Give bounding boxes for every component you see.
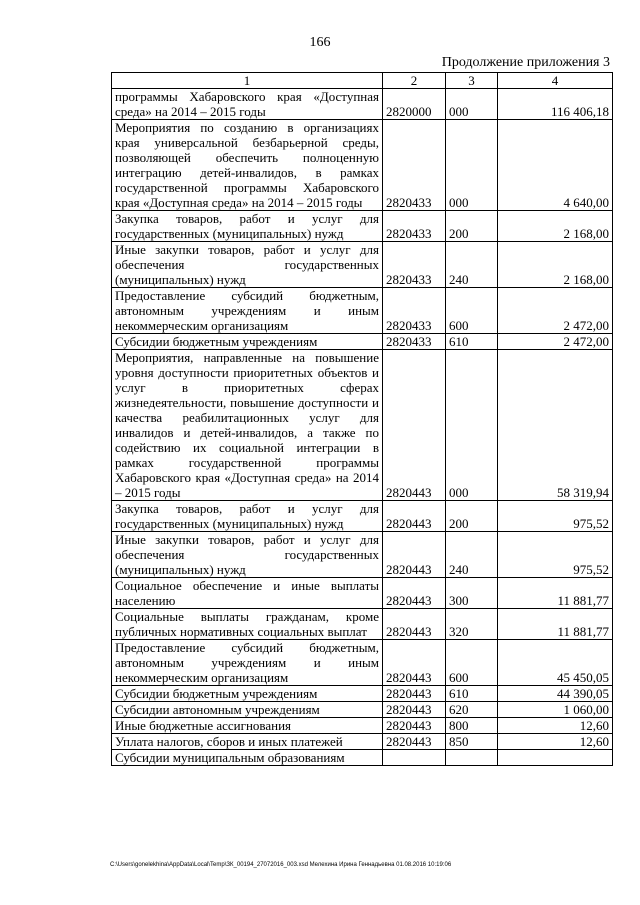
row-amount: 58 319,94 — [498, 350, 613, 501]
table-row — [112, 211, 613, 242]
row-name: Субсидии муниципальным образованиям — [112, 750, 383, 766]
header-type: 3 — [446, 73, 498, 89]
table-row — [112, 750, 613, 766]
row-type — [446, 750, 498, 766]
table-row — [112, 288, 613, 334]
row-code: 2820443 — [383, 702, 446, 718]
row-code: 2820443 — [383, 501, 446, 532]
row-amount: 975,52 — [498, 532, 613, 578]
table-row — [112, 350, 613, 501]
row-type: 320 — [446, 609, 498, 640]
table-row — [112, 334, 613, 350]
row-name: Предоставление субсидий бюджетным, автономным учреждениям и иным некоммерческим организациям — [112, 640, 383, 686]
row-code: 2820443 — [383, 532, 446, 578]
row-amount: 116 406,18 — [498, 89, 613, 120]
table-row — [112, 578, 613, 609]
row-name: Субсидии бюджетным учреждениям — [112, 686, 383, 702]
row-code: 2820000 — [383, 89, 446, 120]
page-number: 166 — [309, 35, 331, 50]
table-header-row — [112, 73, 613, 89]
row-type: 850 — [446, 734, 498, 750]
row-code: 2820443 — [383, 686, 446, 702]
row-name: Субсидии автономным учреждениям — [112, 702, 383, 718]
row-code: 2820443 — [383, 578, 446, 609]
row-name: Предоставление субсидий бюджетным, автономным учреждениям и иным некоммерческим организациям — [112, 288, 383, 334]
row-amount: 2 168,00 — [498, 211, 613, 242]
row-amount: 2 472,00 — [498, 288, 613, 334]
header-amount: 4 — [498, 73, 613, 89]
header-name: 1 — [112, 73, 383, 89]
row-amount: 45 450,05 — [498, 640, 613, 686]
row-code: 2820433 — [383, 334, 446, 350]
table-row — [112, 532, 613, 578]
row-name: Иные закупки товаров, работ и услуг для обеспечения государственных (муниципальных) нужд — [112, 242, 383, 288]
row-amount — [498, 750, 613, 766]
row-type: 000 — [446, 89, 498, 120]
table-row — [112, 686, 613, 702]
row-type: 240 — [446, 532, 498, 578]
row-type: 620 — [446, 702, 498, 718]
row-name: Социальные выплаты гражданам, кроме публичных нормативных социальных выплат — [112, 609, 383, 640]
row-code: 2820443 — [383, 640, 446, 686]
row-code — [383, 750, 446, 766]
row-type: 200 — [446, 211, 498, 242]
row-amount: 11 881,77 — [498, 609, 613, 640]
table-row — [112, 640, 613, 686]
row-type: 300 — [446, 578, 498, 609]
table-row — [112, 120, 613, 211]
table-row — [112, 718, 613, 734]
row-type: 800 — [446, 718, 498, 734]
row-name: Иные бюджетные ассигнования — [112, 718, 383, 734]
row-type: 610 — [446, 686, 498, 702]
row-code: 2820433 — [383, 211, 446, 242]
continuation-note: Продолжение приложения 3 — [441, 55, 610, 70]
row-type: 000 — [446, 350, 498, 501]
file-path-footer: C:\Users\gonelekhina\AppData\Local\Temp\ЗК_00194_27072016_003.xsd Мелехина Ирина Геннадьевна 01.08.2016 10:19:06 — [110, 862, 452, 868]
row-name: Закупка товаров, работ и услуг для государственных (муниципальных) нужд — [112, 501, 383, 532]
row-name: программы Хабаровского края «Доступная среда» на 2014 – 2015 годы — [112, 89, 383, 120]
row-type: 610 — [446, 334, 498, 350]
row-type: 240 — [446, 242, 498, 288]
table-row — [112, 242, 613, 288]
row-name: Иные закупки товаров, работ и услуг для обеспечения государственных (муниципальных) нужд — [112, 532, 383, 578]
budget-table — [111, 72, 613, 766]
row-code: 2820443 — [383, 734, 446, 750]
table-row — [112, 501, 613, 532]
row-name: Уплата налогов, сборов и иных платежей — [112, 734, 383, 750]
row-type: 600 — [446, 288, 498, 334]
row-name: Мероприятия, направленные на повышение уровня доступности приоритетных объектов и услуг в приоритетных сферах жизнедеятельности, повышение доступности и качества реабилитационных услуг для инвалидов и детей-инвалидов, а также по содействию их социальной интеграции в рамках государственной программы Хабаровского края «Доступная среда» на 2014 – 2015 годы — [112, 350, 383, 501]
header-code: 2 — [383, 73, 446, 89]
row-name: Социальное обеспечение и иные выплаты населению — [112, 578, 383, 609]
table-row — [112, 609, 613, 640]
row-code: 2820443 — [383, 609, 446, 640]
row-amount: 2 472,00 — [498, 334, 613, 350]
row-amount: 2 168,00 — [498, 242, 613, 288]
row-name: Закупка товаров, работ и услуг для государственных (муниципальных) нужд — [112, 211, 383, 242]
row-code: 2820443 — [383, 718, 446, 734]
row-amount: 975,52 — [498, 501, 613, 532]
row-amount: 1 060,00 — [498, 702, 613, 718]
row-code: 2820443 — [383, 350, 446, 501]
row-type: 600 — [446, 640, 498, 686]
row-name: Мероприятия по созданию в организациях края универсальной безбарьерной среды, позволяющей обеспечить полноценную интеграцию детей-инвалидов, в рамках государственной программы Хабаровского края «Доступная среда» на 2014 – 2015 годы — [112, 120, 383, 211]
table-row — [112, 89, 613, 120]
row-code: 2820433 — [383, 288, 446, 334]
row-amount: 11 881,77 — [498, 578, 613, 609]
row-code: 2820433 — [383, 242, 446, 288]
row-amount: 12,60 — [498, 734, 613, 750]
row-type: 000 — [446, 120, 498, 211]
table-row — [112, 734, 613, 750]
row-type: 200 — [446, 501, 498, 532]
row-code: 2820433 — [383, 120, 446, 211]
row-name: Субсидии бюджетным учреждениям — [112, 334, 383, 350]
row-amount: 44 390,05 — [498, 686, 613, 702]
row-amount: 4 640,00 — [498, 120, 613, 211]
table-row — [112, 702, 613, 718]
row-amount: 12,60 — [498, 718, 613, 734]
